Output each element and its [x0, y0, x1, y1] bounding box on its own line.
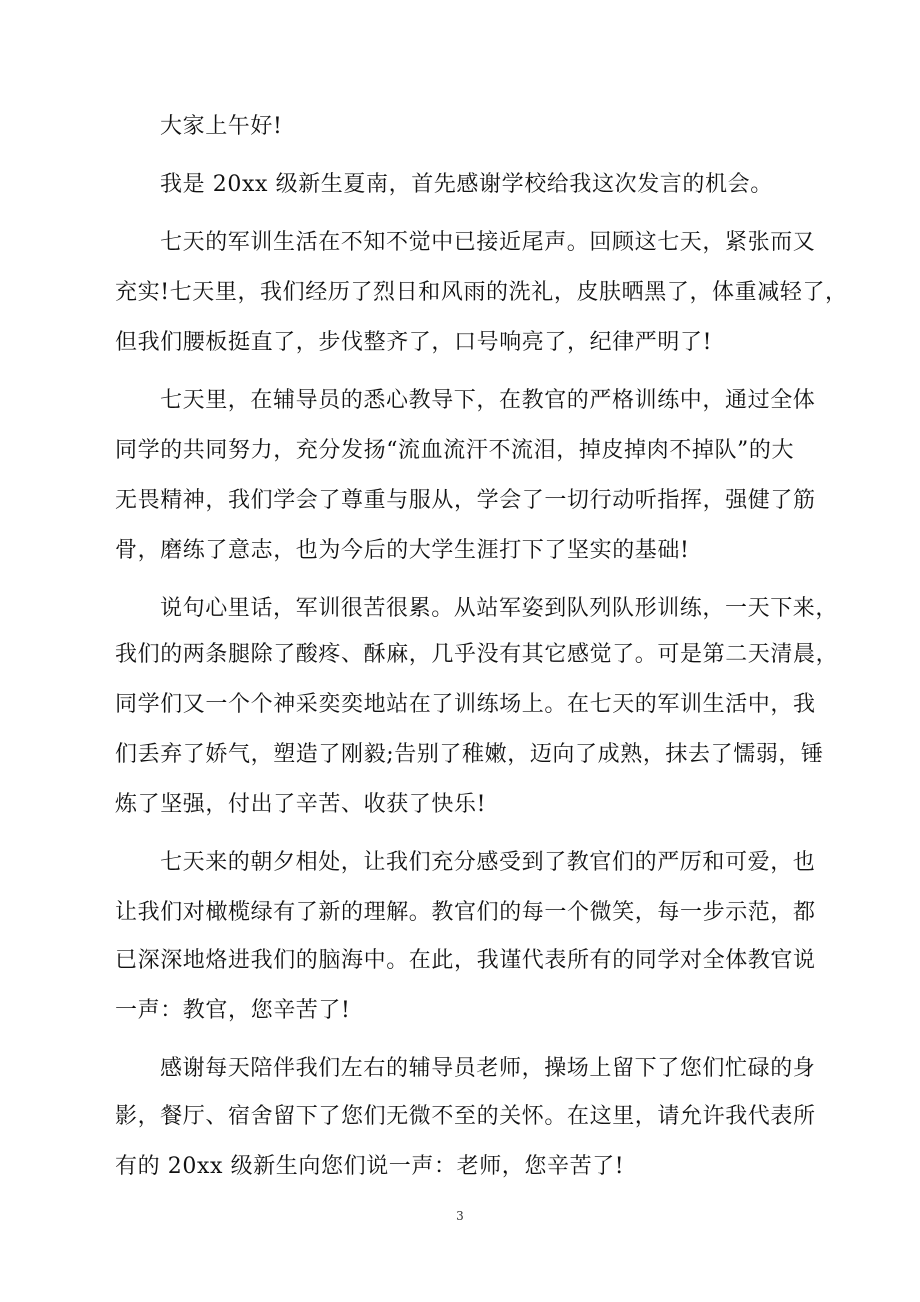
paragraph-3-line-5: 炼了坚强，付出了辛苦、收获了快乐!	[115, 792, 487, 817]
paragraph-4-line-2: 让我们对橄榄绿有了新的理解。教官们的每一个微笑，每一步示范，都	[115, 900, 816, 925]
paragraph-1-line-1: 七天的军训生活在不知不觉中已接近尾声。回顾这七天，紧张而又	[160, 230, 816, 255]
paragraph-3-line-2: 我们的两条腿除了酸疼、酥麻，几乎没有其它感觉了。可是第二天清晨，	[115, 642, 839, 667]
paragraph-3-line-1: 说句心里话，军训很苦很累。从站军姿到队列队形训练，一天下来，	[160, 596, 839, 621]
paragraph-4-line-3: 已深深地烙进我们的脑海中。在此，我谨代表所有的同学对全体教官说	[115, 948, 816, 973]
paragraph-1-line-2: 充实!七天里，我们经历了烈日和风雨的洗礼，皮肤晒黑了，体重减轻了，	[115, 280, 848, 305]
paragraph-5-line-1: 感谢每天陪伴我们左右的辅导员老师，操场上留下了您们忙碌的身	[160, 1056, 816, 1081]
greeting-line: 大家上午好!	[160, 114, 283, 139]
intro-line: 我是 20xx 级新生夏南，首先感谢学校给我这次发言的机会。	[160, 172, 773, 197]
paragraph-2-line-3: 无畏精神，我们学会了尊重与服从，学会了一切行动听指挥，强健了筋	[115, 488, 816, 513]
paragraph-3-line-3: 同学们又一个个神采奕奕地站在了训练场上。在七天的军训生活中，我	[115, 692, 816, 717]
paragraph-1-line-3: 但我们腰板挺直了，步伐整齐了，口号响亮了，纪律严明了!	[115, 330, 713, 355]
paragraph-4-line-1: 七天来的朝夕相处，让我们充分感受到了教官们的严厉和可爱，也	[160, 850, 816, 875]
paragraph-3-line-4: 们丢弃了娇气，塑造了刚毅;告别了稚嫩，迈向了成熟，抹去了懦弱，锤	[115, 742, 824, 767]
page-number: 3	[456, 1209, 464, 1223]
paragraph-2-line-2: 同学的共同努力，充分发扬“流血流汗不流泪，掉皮掉肉不掉队”的大	[115, 438, 795, 463]
paragraph-5-line-3: 有的 20xx 级新生向您们说一声：老师，您辛苦了!	[115, 1154, 625, 1179]
paragraph-2-line-1: 七天里，在辅导员的悉心教导下，在教官的严格训练中，通过全体	[160, 388, 816, 413]
paragraph-2-line-4: 骨，磨练了意志，也为今后的大学生涯打下了坚实的基础!	[115, 538, 690, 563]
paragraph-4-line-4: 一声：教官，您辛苦了!	[115, 998, 351, 1023]
paragraph-5-line-2: 影，餐厅、宿舍留下了您们无微不至的关怀。在这里，请允许我代表所	[115, 1104, 816, 1129]
